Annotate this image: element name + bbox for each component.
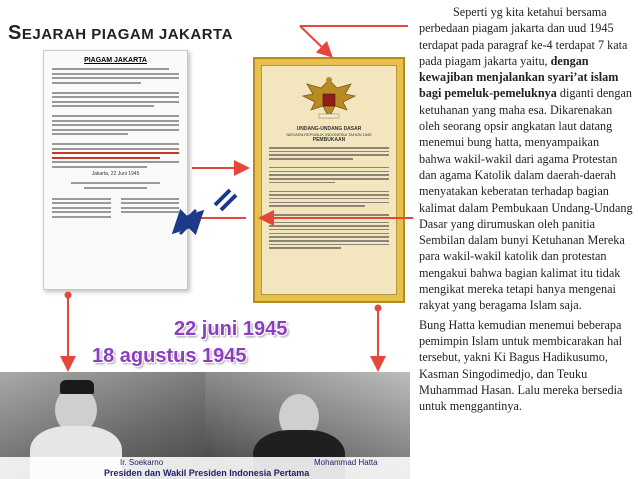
photo-strip [0,372,410,479]
left-document-date: Jakarta, 22 Juni 1945 [91,170,140,177]
caption-subtitle: Presiden dan Wakil Presiden Indonesia Pertama [104,468,310,478]
center-heading-1: UNDANG-UNDANG DASAR [296,126,362,132]
date-22-juni: 22 juni 1945 [174,318,288,340]
paragraph-2: Bung Hatta kemudian menemui beberapa pemimpin Islam untuk membicarakan hal tersebut, yakni Ki Bagus Hadikusumo, Kasman Singodimedjo, dan Teuku Muhammad Hasan. Lalu mereka bersedia untuk menggantinya. [419,317,623,414]
garuda-emblem-icon [299,74,359,122]
paragraph-1-bold: dengan kewajiban menjalankan syari’at islam bagi pemeluk-pemeluknya [419,53,619,101]
page-title [8,22,233,45]
center-heading-2: NEGARA REPUBLIK INDONESIA TAHUN 1945 [286,132,372,137]
title-rest: EJARAH PIAGAM JAKARTA [21,26,233,43]
uud-1945-document [253,57,405,303]
title-first-letter: S [8,22,22,44]
body-text [419,4,633,414]
paragraph-1-start: Seperti yg kita ketahui bersama perbedaan piagam jakarta dan uud 1945 terdapat pada paragraf ke-4 terdapat 7 kata pada piagam jakarta yaitu, [419,5,628,68]
paragraph-1-end: diganti dengan ketuhanan yang maha esa. Dikarenakan oleh seorang opsir angkatan laut datang menemui bung hatta, menyampaikan bahwa wakil-wakil dari agama Protestan dan agama Katolik dalam daerah-daerah menyatakan keberatan terhadap bagian kalimat dalam Pembukaan Undang-Undang Dasar yang dirumuskan oleh panitia Sembilan dalam bunyi Ketuhanan Mereka para wakil-wakil katolik dan protestan mengakui bahwa bagian kalimat itu tidak mengikat mereka tetapi hanya mengenai rakyat yang beragama Islam saja. [419,86,633,313]
photo-caption [0,457,410,479]
paragraph-1 [419,4,633,314]
date-18-agustus: 18 agustus 1945 [92,345,247,367]
center-heading-3: PEMBUKAAN [312,137,346,143]
piagam-jakarta-document [43,50,188,290]
caption-name-soekarno: Ir. Soekarno [120,458,164,467]
left-document-heading: PIAGAM JAKARTA [84,57,147,64]
caption-name-hatta: Mohammad Hatta [314,458,378,467]
